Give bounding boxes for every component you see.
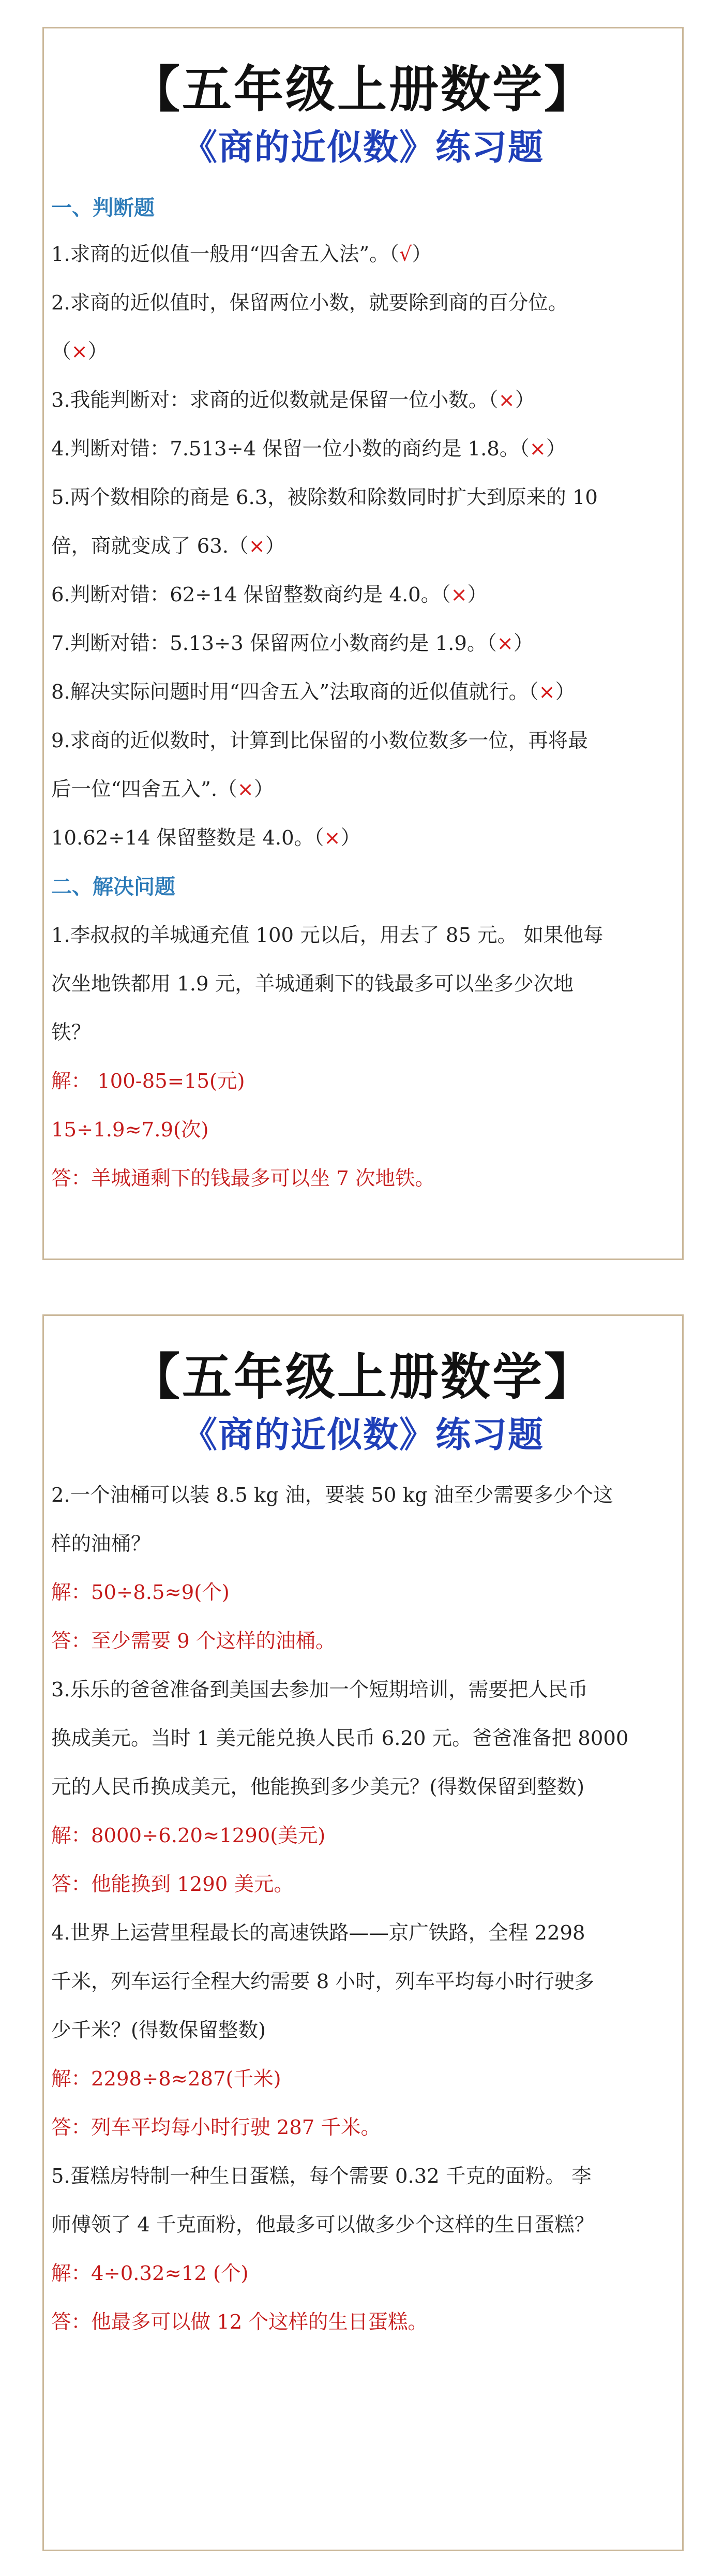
question-text: 10.62÷14 保留整数是 4.0。（ bbox=[51, 826, 324, 850]
problem-1-answer: 答：羊城通剩下的钱最多可以坐 7 次地铁。 bbox=[51, 1167, 435, 1190]
problem-5-line-2: 师傅领了 4 千克面粉，他最多可以做多少个这样的生日蛋糕？ bbox=[51, 2213, 594, 2237]
problem-4-solution: 解：2298÷8≈287(千米) bbox=[51, 2067, 281, 2091]
answer-mark: × bbox=[248, 535, 265, 558]
bracket-close: ） bbox=[340, 826, 361, 850]
answer-mark: × bbox=[324, 826, 341, 850]
problem-4-line-2: 千米，列车运行全程大约需要 8 小时，列车平均每小时行驶多 bbox=[51, 1970, 594, 1993]
bracket-close: ） bbox=[515, 389, 535, 412]
question-7 bbox=[51, 631, 672, 657]
problem-3-answer: 答：他能换到 1290 美元。 bbox=[51, 1873, 294, 1896]
problem-4-line-3: 少千米？(得数保留整数) bbox=[51, 2019, 266, 2042]
question-5-continued bbox=[51, 534, 672, 559]
problem-1-line-2: 次坐地铁都用 1.9 元，羊城通剩下的钱最多可以坐多少次地 bbox=[51, 972, 574, 996]
bracket-close: ） bbox=[467, 583, 488, 606]
question-text: 7.判断对错：5.13÷3 保留两位小数商约是 1.9。（ bbox=[51, 632, 497, 655]
question-5: 5.两个数相除的商是 6.3，被除数和除数同时扩大到原来的 10 bbox=[51, 486, 598, 509]
bracket-open: （ bbox=[51, 340, 71, 363]
bracket-close: ） bbox=[412, 243, 432, 266]
answer-mark: × bbox=[538, 680, 555, 704]
question-6 bbox=[51, 582, 672, 608]
problem-2-solution: 解：50÷8.5≈9(个) bbox=[51, 1581, 230, 1604]
page-title: 【五年级上册数学】 bbox=[130, 1348, 596, 1406]
page-subtitle: 《商的近似数》练习题 bbox=[182, 1415, 544, 1456]
question-text: 8.解决实际问题时用“四舍五入”法取商的近似值就行。（ bbox=[51, 680, 539, 704]
answer-mark: × bbox=[498, 389, 515, 412]
problem-2-answer: 答：至少需要 9 个这样的油桶。 bbox=[51, 1630, 336, 1653]
problem-2-line-2: 样的油桶？ bbox=[51, 1532, 151, 1556]
answer-mark: × bbox=[529, 437, 546, 461]
question-text: 3.我能判断对：求商的近似数就是保留一位小数。（ bbox=[51, 389, 499, 412]
worksheet-page-1 bbox=[42, 27, 684, 1260]
section-heading-judgement: 一、判断题 bbox=[51, 196, 155, 220]
problem-5-answer: 答：他最多可以做 12 个这样的生日蛋糕。 bbox=[51, 2311, 428, 2334]
answer-mark: √ bbox=[399, 243, 412, 266]
question-text: 6.判断对错：62÷14 保留整数商约是 4.0。（ bbox=[51, 583, 451, 606]
question-3 bbox=[51, 388, 672, 413]
question-text: 倍，商就变成了 63.（ bbox=[51, 535, 249, 558]
question-8 bbox=[51, 679, 672, 705]
question-9: 9.求商的近似数时，计算到比保留的小数位数多一位，再将最 bbox=[51, 729, 588, 752]
answer-mark: × bbox=[237, 778, 254, 801]
section-heading-problems: 二、解决问题 bbox=[51, 875, 175, 899]
problem-3-line-2: 换成美元。当时 1 美元能兑换人民币 6.20 元。爸爸准备把 8000 bbox=[51, 1727, 629, 1750]
problem-1-calculation: 15÷1.9≈7.9(次) bbox=[51, 1118, 209, 1142]
answer-mark: × bbox=[71, 340, 88, 363]
problem-2-line-1: 2.一个油桶可以装 8.5 kg 油，要装 50 kg 油至少需要多少个这 bbox=[51, 1484, 613, 1507]
question-2: 2.求商的近似值时，保留两位小数，就要除到商的百分位。 bbox=[51, 291, 568, 315]
page-subtitle: 《商的近似数》练习题 bbox=[182, 127, 544, 168]
bracket-close: ） bbox=[265, 535, 285, 558]
bracket-close: ） bbox=[546, 437, 566, 461]
question-text: 4.判断对错：7.513÷4 保留一位小数的商约是 1.8。（ bbox=[51, 437, 530, 461]
problem-1-line-3: 铁？ bbox=[51, 1021, 92, 1044]
bracket-close: ） bbox=[253, 778, 274, 801]
answer-mark: × bbox=[496, 632, 514, 655]
problem-5-line-1: 5.蛋糕房特制一种生日蛋糕，每个需要 0.32 千克的面粉。 李 bbox=[51, 2165, 592, 2188]
question-4 bbox=[51, 436, 672, 462]
problem-1-solution: 解： 100-85=15(元) bbox=[51, 1070, 245, 1093]
question-text: 后一位“四舍五入”.（ bbox=[51, 778, 237, 801]
question-10 bbox=[51, 825, 672, 851]
problem-1-line-1: 1.李叔叔的羊城通充值 100 元以后，用去了 85 元。 如果他每 bbox=[51, 924, 604, 947]
problem-5-solution: 解：4÷0.32≈12 (个) bbox=[51, 2262, 249, 2285]
problem-3-line-1: 3.乐乐的爸爸准备到美国去参加一个短期培训，需要把人民币 bbox=[51, 1678, 588, 1701]
page-title: 【五年级上册数学】 bbox=[130, 60, 596, 119]
answer-mark: × bbox=[450, 583, 467, 606]
question-1 bbox=[51, 242, 672, 268]
question-2-answer bbox=[51, 339, 672, 365]
question-text: 1.求商的近似值一般用“四舍五入法”。（ bbox=[51, 243, 399, 266]
problem-3-line-3: 元的人民币换成美元，他能换到多少美元？(得数保留到整数) bbox=[51, 1775, 585, 1799]
question-9-continued bbox=[51, 777, 672, 803]
bracket-close: ） bbox=[513, 632, 534, 655]
bracket-close: ） bbox=[555, 680, 576, 704]
bracket-close: ） bbox=[87, 340, 108, 363]
problem-4-answer: 答：列车平均每小时行驶 287 千米。 bbox=[51, 2116, 381, 2139]
problem-4-line-1: 4.世界上运营里程最长的高速铁路——京广铁路，全程 2298 bbox=[51, 1921, 585, 1945]
worksheet-page-2 bbox=[42, 1314, 684, 2551]
problem-3-solution: 解：8000÷6.20≈1290(美元) bbox=[51, 1824, 326, 1847]
